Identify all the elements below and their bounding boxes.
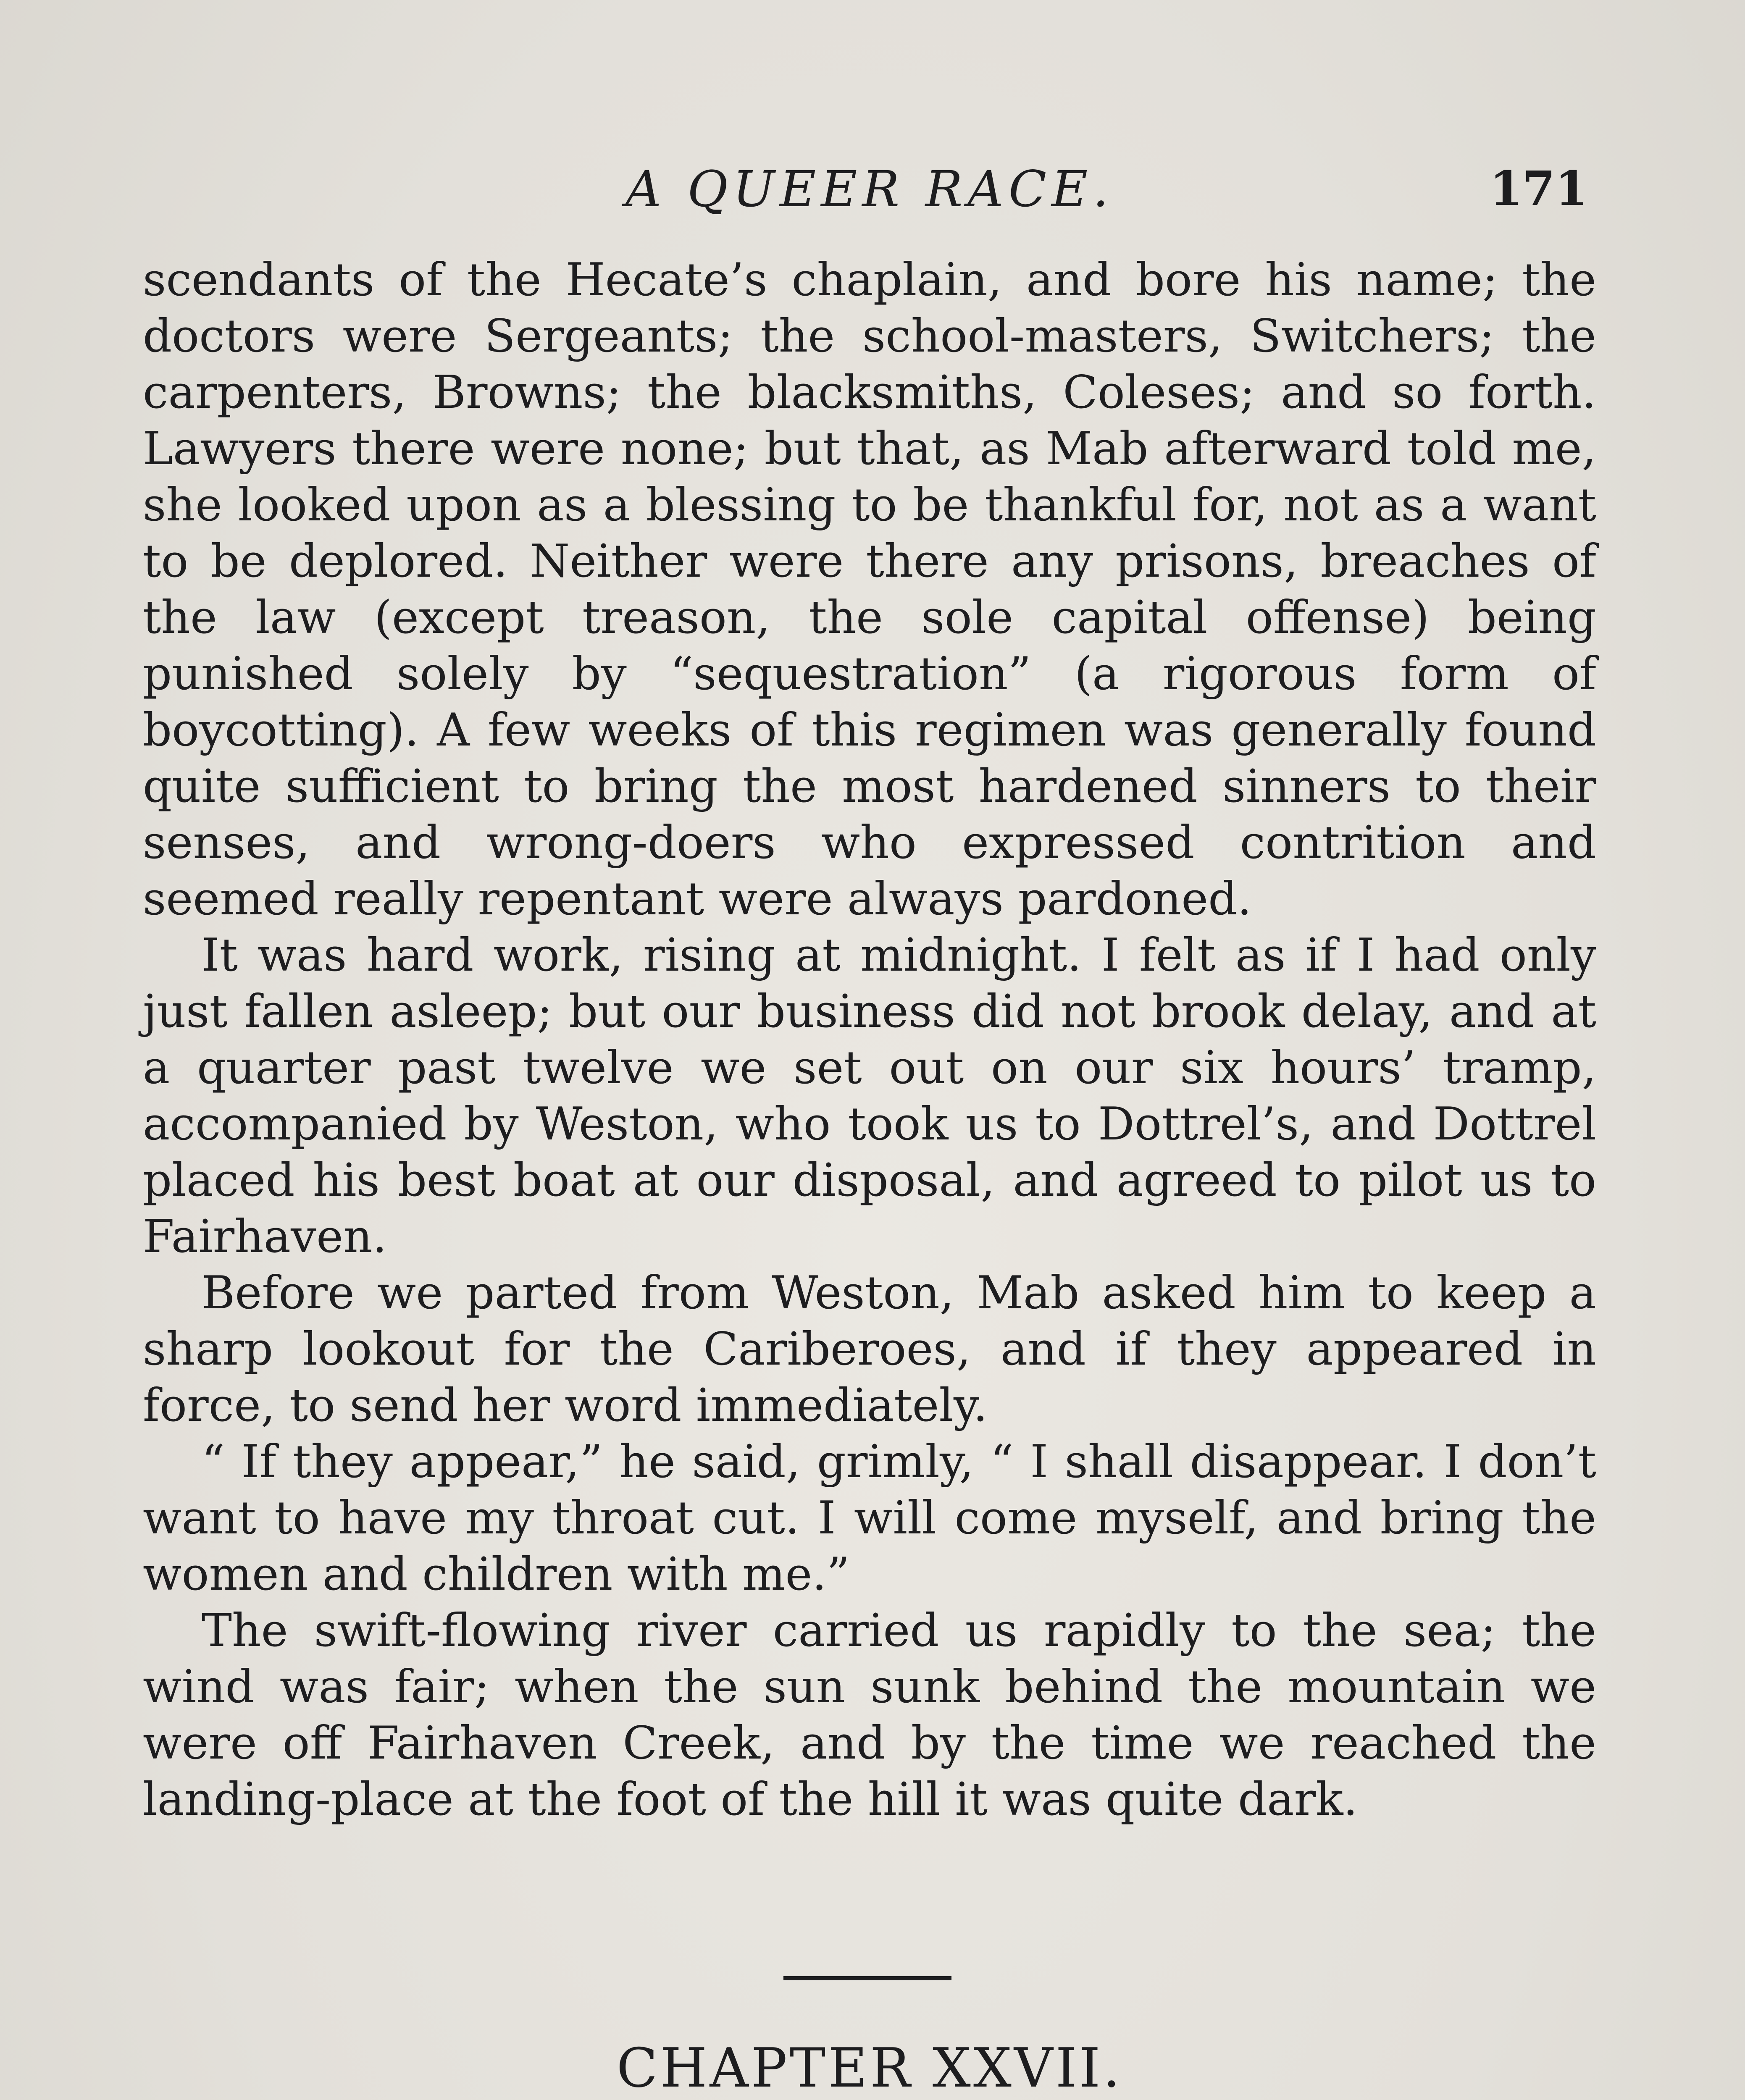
paragraph: Before we parted from Weston, Mab asked him to keep a sharp lookout for the Cariberoes, and if they appeared in force, to send her word immediately.: [143, 1267, 1596, 1432]
running-title: A QUEER RACE.: [625, 160, 1114, 218]
section-divider: [783, 1976, 951, 1980]
chapter-title: CHAPTER XXVII.: [616, 2037, 1123, 2100]
running-header: [143, 151, 1596, 227]
paragraph: The swift-flowing river carried us rapidly to the sea; the wind was fair; when the sun sunk behind the mountain we were off Fairhaven Creek, and by the time we reached the landing-place at the foot of the hill it was quite dark.: [143, 1604, 1596, 1826]
paragraph: “ If they appear,” he said, grimly, “ I shall disappear. I don’t want to have my throat cut. I will come myself, and bring the women and children with me.”: [143, 1436, 1596, 1601]
paragraph: scendants of the Hecate’s chaplain, and bore his name; the doctors were Sergeants; the school-masters, Switchers; the carpenters, Browns; the blacksmiths, Coleses; and so forth. Lawyers there were none; but that, as Mab afterward told me, she looked upon as a blessing to be thankful for, not as a want to be deplored. Neither were there any prisons, breaches of the law (except treason, the sole capital offense) being punished solely by “sequestration” (a rigorous form of boycotting). A few weeks of this regimen was generally found quite sufficient to bring the most hardened sinners to their senses, and wrong-doers who expressed contrition and seemed really repentant were always pardoned.: [143, 254, 1596, 925]
page-number: 171: [1490, 161, 1588, 216]
body-text: [143, 252, 1596, 1828]
paragraph: It was hard work, rising at midnight. I felt as if I had only just fallen asleep; but our business did not brook delay, and at a quarter past twelve we set out on our six hours’ tramp, accompanied by Weston, who took us to Dottrel’s, and Dottrel placed his best boat at our disposal, and agreed to pilot us to Fairhaven.: [143, 929, 1596, 1263]
